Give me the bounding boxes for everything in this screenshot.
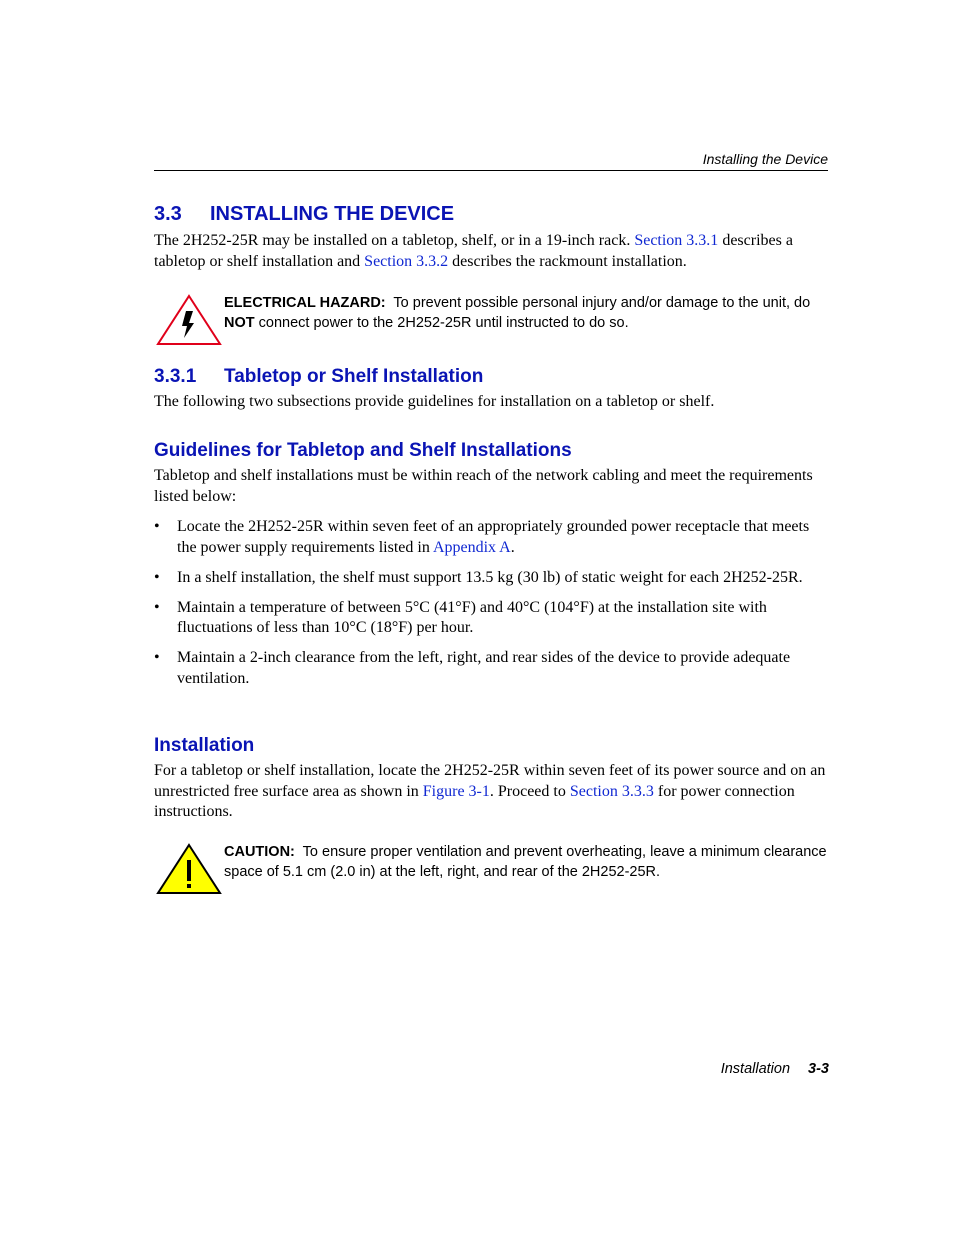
caution-body: To ensure proper ventilation and prevent overheating, leave a minimum clearance space of 5.1 cm (2.0 in) at the left, right, and rear of the 2H252-25R. — [224, 844, 831, 880]
bullet-glyph: • — [154, 518, 160, 535]
bullet-text: Maintain a 2-inch clearance from the left, right, and rear sides of the device to provide adequate ventilation. — [177, 649, 791, 687]
intro-text-3: describes the rackmount installation. — [448, 252, 687, 270]
subsection-heading — [154, 366, 483, 388]
intro-text-1: The 2H252-25R may be installed on a tabletop, shelf, or in a 19-inch rack. — [154, 232, 635, 249]
section-heading — [154, 203, 454, 226]
figure-3-1-link[interactable]: Figure 3-1 — [422, 782, 490, 800]
page-number: 3-3 — [808, 1061, 829, 1077]
list-item — [154, 598, 828, 639]
installation-heading: Installation — [154, 735, 255, 756]
hazard-emphasis: NOT — [224, 314, 255, 331]
footer-title: Installation — [720, 1061, 791, 1077]
intro-text-2: describes a tabletop or shelf installation and — [154, 232, 793, 270]
bullet-text: Locate the 2H252-25R within seven feet of an appropriately grounded power receptacle that meets the power supply requirements listed in — [177, 518, 810, 556]
running-title: Installing the Device — [702, 151, 828, 167]
bullet-text: Maintain a temperature of between 5°C (41°F) and 40°C (104°F) at the installation site with fluctuations of less than 10°C (18°F) per hour. — [177, 598, 767, 636]
section-title: INSTALLING THE DEVICE — [210, 203, 455, 225]
hazard-label: ELECTRICAL HAZARD: — [224, 295, 386, 311]
installation-text-2: . Proceed to — [489, 782, 570, 800]
guidelines-list — [154, 517, 828, 699]
page-footer — [700, 1061, 829, 1077]
section-3-3-2-link[interactable]: Section 3.3.2 — [364, 252, 449, 270]
section-intro — [154, 231, 828, 272]
bullet-glyph: • — [154, 649, 160, 666]
list-item — [154, 568, 828, 589]
bullet-glyph: • — [154, 598, 160, 616]
hazard-text-1: To prevent possible personal injury and/or damage to the unit, do — [385, 295, 815, 311]
installation-text — [154, 761, 828, 823]
installation-text-1: For a tabletop or shelf installation, locate the 2H252-25R within seven feet of its power source and on an unrestricted free surface area as shown in — [154, 762, 826, 800]
subsection-intro: The following two subsections provide guidelines for installation on a tabletop or shelf. — [154, 393, 715, 410]
appendix-a-link[interactable]: Appendix A — [432, 538, 511, 556]
hazard-text — [224, 294, 830, 333]
subsection-title: Tabletop or Shelf Installation — [224, 366, 484, 387]
installation-text-3: for power connection instructions. — [154, 782, 795, 820]
hazard-text-2: connect power to the 2H252-25R until instructed to do so. — [254, 314, 629, 331]
list-item — [154, 648, 828, 689]
caution-text — [224, 843, 830, 882]
caution-label: CAUTION: — [224, 844, 295, 860]
section-number: 3.3 — [154, 203, 182, 225]
bullet-text: In a shelf installation, the shelf must support 13.5 kg (30 lb) of static weight for each 2H252-25R. — [177, 568, 803, 586]
list-item — [154, 517, 828, 558]
electrical-hazard-icon — [156, 294, 222, 346]
guidelines-intro: Tabletop and shelf installations must be within reach of the network cabling and meet the requirements listed below: — [154, 467, 813, 505]
caution-icon — [156, 843, 222, 895]
guidelines-heading: Guidelines for Tabletop and Shelf Installations — [154, 440, 572, 461]
subsection-number: 3.3.1 — [154, 366, 197, 387]
section-3-3-3-link[interactable]: Section 3.3.3 — [569, 782, 654, 800]
bullet-text-after: . — [510, 538, 515, 556]
bullet-glyph: • — [154, 568, 160, 586]
running-header — [154, 150, 828, 171]
section-3-3-1-link[interactable]: Section 3.3.1 — [634, 232, 719, 249]
